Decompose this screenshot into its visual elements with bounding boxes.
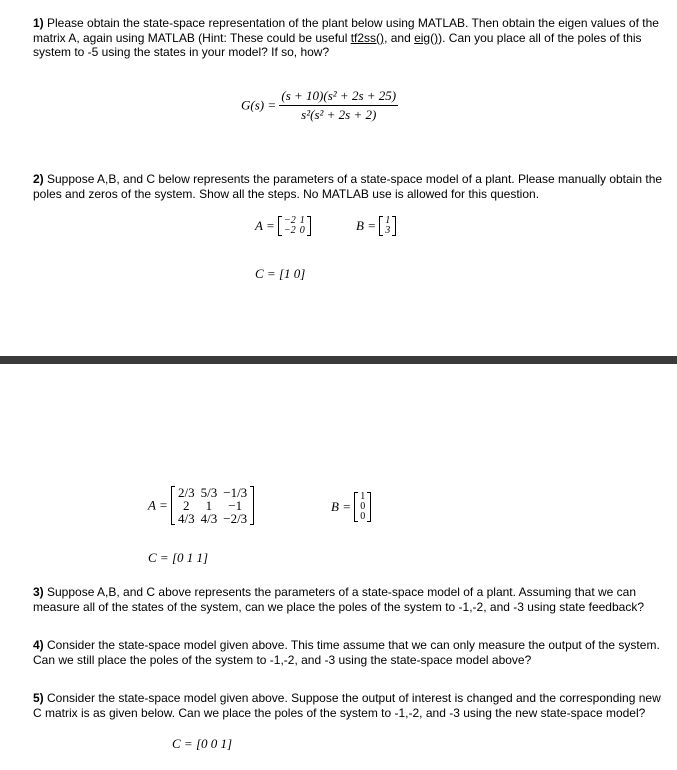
matrix-cell: 1 [205, 498, 213, 513]
matrix-b-values [379, 216, 396, 236]
matrix-cell: 0 [360, 501, 366, 512]
matrix-b-values [354, 492, 371, 522]
matrix-a-3x3 [148, 486, 254, 525]
matrix-cell: 0 [299, 225, 305, 236]
matrix-cell: 4/3 [177, 511, 195, 526]
matrix-c-1x2: C = [1 0] [255, 266, 306, 281]
matrix-cell: 2 [183, 498, 190, 513]
matrix-cell: 2/3 [177, 485, 195, 500]
matrix-cell: −2 [283, 215, 296, 226]
question-3-number: 3) [33, 585, 44, 599]
question-1 [33, 16, 663, 60]
matrix-a-values [171, 486, 254, 525]
matrix-a-label: A = [148, 497, 168, 513]
matrix-cell: −1/3 [223, 485, 248, 500]
matrix-cell: 3 [385, 225, 391, 236]
matrix-a-2x2 [255, 216, 311, 236]
matrix-cell: 1 [299, 215, 305, 226]
matrix-cell: 1 [360, 491, 366, 502]
question-2 [33, 172, 663, 201]
question-3-text: Suppose A,B, and C above represents the parameters of a state-space model of a plant. Assuming that we can measure all of the states of the system, can we place the poles of the system to -1,-2, and -3 using state feedback? [33, 585, 644, 614]
question-1-number: 1) [33, 16, 44, 30]
matrix-a-label: A = [255, 218, 275, 233]
matrix-b-label: B = [356, 218, 376, 233]
question-1-text-end: ). Can you place all of the poles of this system to -5 using the states in your model? If so, how? [33, 30, 642, 59]
denominator: s²(s² + 2s + 2) [301, 107, 377, 122]
question-4-number: 4) [33, 638, 44, 652]
question-5-number: 5) [33, 691, 44, 705]
transfer-function-fraction [279, 88, 398, 123]
question-5-text: Consider the state-space model given above. Suppose the output of interest is changed and the corresponding new C matrix is as given below. Can we place the poles of the system to -1,-2, and -3 using the new state-space model? [33, 691, 661, 720]
matrix-cell: 5/3 [200, 485, 218, 500]
matrix-c-new: C = [0 0 1] [172, 736, 233, 751]
question-2-text: Suppose A,B, and C below represents the parameters of a state-space model of a plant. Please manually obtain the poles and zeros of the system. Show all the steps. No MATLAB use is allowed for this question. [33, 172, 663, 201]
eig-link[interactable]: eig() [414, 30, 439, 45]
transfer-function [241, 88, 398, 123]
question-1-text: Please obtain the state-space representation of the plant below using MATLAB. Then obtain the eigen values of the matrix A, again using MATLAB (Hint: These could be useful [33, 16, 659, 45]
question-3 [33, 585, 663, 614]
numerator: (s + 10)(s² + 2s + 25) [279, 88, 398, 106]
question-1-text-mid: , and [384, 30, 415, 45]
matrix-b-2x1 [356, 216, 396, 236]
transfer-function-lhs: G(s) = [241, 97, 277, 113]
question-5 [33, 691, 663, 720]
page-divider [0, 356, 677, 364]
matrix-a-values [278, 216, 311, 236]
matrix-c-1x3: C = [0 1 1] [148, 550, 209, 565]
tf2ss-link[interactable]: tf2ss() [350, 30, 385, 45]
matrix-cell: −2/3 [223, 511, 248, 526]
question-4-text: Consider the state-space model given above. This time assume that we can only measure the output of the system. Can we still place the poles of the system to -1,-2, and -3 using the state-space model above? [33, 638, 660, 667]
matrix-cell: 4/3 [200, 511, 218, 526]
matrix-cell: 0 [360, 511, 366, 522]
matrix-cell: 1 [385, 215, 391, 226]
matrix-cell: −2 [283, 225, 296, 236]
matrix-b-3x1 [331, 492, 371, 522]
question-4 [33, 638, 663, 667]
matrix-cell: −1 [228, 498, 243, 513]
question-2-number: 2) [33, 172, 44, 186]
matrix-b-label: B = [331, 499, 351, 514]
